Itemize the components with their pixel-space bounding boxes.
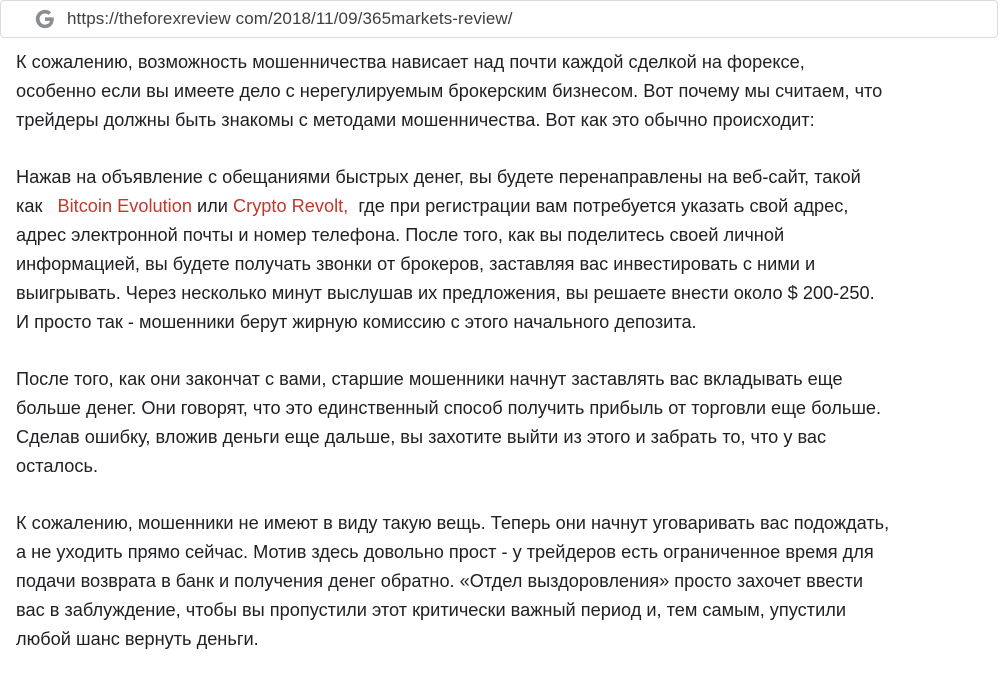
text-line: подачи возврата в банк и получения денег обратно. «Отдел выздоровления» просто захочет ввести (16, 571, 863, 591)
address-bar[interactable] (0, 0, 998, 38)
text-line: особенно если вы имеете дело с нерегулируемым брокерским бизнесом. Вот почему мы считаем, что (16, 81, 883, 101)
text-line: вас в заблуждение, чтобы вы пропустили этот критически важный период и, тем самым, упустили (16, 600, 846, 620)
text-line: адрес электронной почты и номер телефона. После того, как вы поделитесь своей личной (16, 225, 785, 245)
text-line: К сожалению, возможность мошенничества нависает над почти каждой сделкой на форексе, (16, 52, 805, 72)
text-line-with-links (16, 192, 986, 221)
link-crypto-revolt[interactable]: Crypto Revolt, (233, 196, 349, 216)
text-line: Нажав на объявление с обещаниями быстрых денег, вы будете перенаправлены на веб-сайт, такой (16, 167, 861, 187)
text-line: выигрывать. Через несколько минут выслушав их предложения, вы решаете внести около $ 200-250. (16, 283, 875, 303)
paragraph-2 (16, 163, 986, 337)
text-line: информацией, вы будете получать звонки от брокеров, заставляя вас инвестировать с ними и (16, 254, 816, 274)
text-line: После того, как они закончат с вами, старшие мошенники начнут заставлять вас вкладывать еще (16, 369, 843, 389)
text-line: К сожалению, мошенники не имеют в виду такую вещь. Теперь они начнут уговаривать вас подождать, (16, 513, 890, 533)
paragraph-3 (16, 365, 986, 481)
text-line: любой шанс вернуть деньги. (16, 629, 259, 649)
text-line: осталось. (16, 456, 99, 476)
text-line: трейдеры должны быть знакомы с методами мошенничества. Вот как это обычно происходит: (16, 110, 815, 130)
text-line: И просто так - мошенники берут жирную комиссию с этого начального депозита. (16, 312, 697, 332)
google-g-icon (33, 7, 57, 31)
text-fragment: где при регистрации вам потребуется указать свой адрес, (348, 196, 849, 216)
url-text[interactable]: https://theforexreview com/2018/11/09/365markets-review/ (67, 9, 513, 28)
text-line: а не уходить прямо сейчас. Мотив здесь довольно прост - у трейдеров есть ограниченное время для (16, 542, 874, 562)
link-bitcoin-evolution[interactable]: Bitcoin Evolution (57, 196, 192, 216)
text-fragment: или (191, 196, 233, 216)
paragraph-1 (16, 48, 986, 135)
paragraph-4 (16, 509, 986, 654)
text-fragment: как (16, 196, 48, 216)
text-line: больше денег. Они говорят, что это единственный способ получить прибыль от торговли еще больше. (16, 398, 882, 418)
text-line: Сделав ошибку, вложив деньги еще дальше, вы захотите выйти из этого и забрать то, что у вас (16, 427, 827, 447)
article-body (16, 48, 986, 682)
